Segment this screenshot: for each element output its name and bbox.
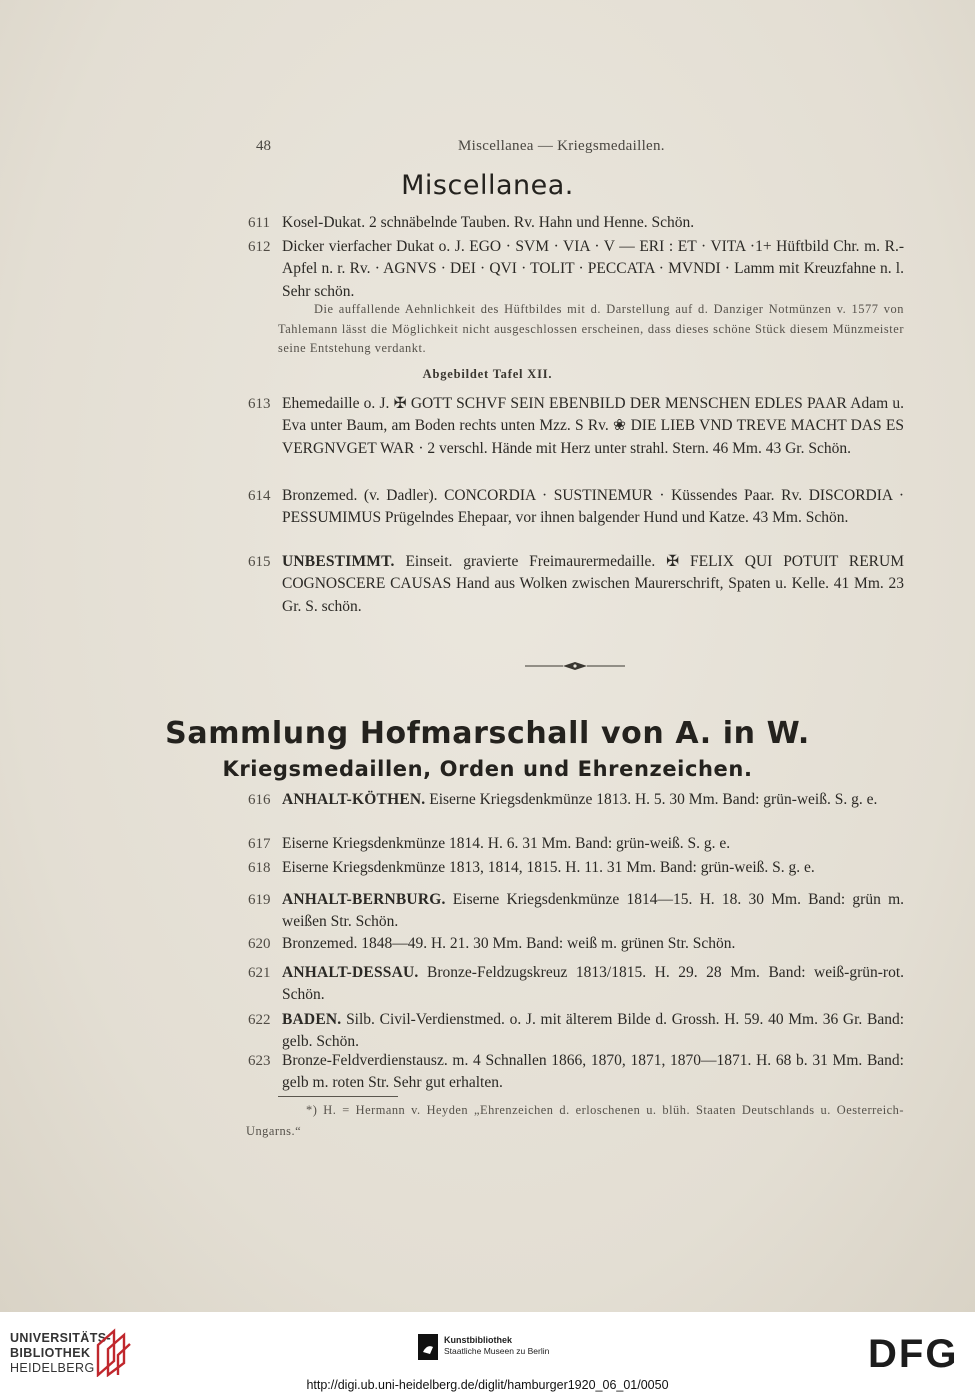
entry-text: Dicker vierfacher Dukat o. J. EGO · SVM · VIA · V — ERI : ET · VITA ·1+ Hüftbild Chr. m. R.-Apfel n. r. Rv. · AGNVS · DEI · QVI · TOLIT · PECCATA · MVNDI · Lamm mit Kreuzfahne n. l. Sehr schön. <box>282 238 904 300</box>
ub-line-2: BIBLIOTHEK <box>10 1346 91 1360</box>
entry-number: 621 <box>248 965 271 981</box>
catalogue-entry <box>248 212 904 234</box>
entry-text: Bronzemed. (v. Dadler). CONCORDIA · SUSTINEMUR · Küssendes Paar. Rv. DISCORDIA · PESSUMIMUS Prügelndes Ehepaar, vor ihnen balgender Hund und Katze. 43 Mm. Schön. <box>282 487 904 527</box>
page-number: 48 <box>256 138 271 154</box>
entry-text: Eiserne Kriegsdenkmünze 1813. H. 5. 30 Mm. Band: grün-weiß. S. g. e. <box>429 791 878 808</box>
entry-text: Bronze-Feldverdienstausz. m. 4 Schnallen 1866, 1870, 1871, 1870—1871. H. 68 b. 31 Mm. Band: gelb m. roten Str. Sehr gut erhalten. <box>282 1052 904 1092</box>
catalogue-entry <box>248 393 904 460</box>
catalogue-entry <box>248 1050 904 1095</box>
entry-number: 622 <box>248 1012 271 1028</box>
catalogue-entry <box>248 485 904 530</box>
entry-number: 613 <box>248 396 271 412</box>
catalogue-entry <box>248 551 904 618</box>
permalink-url[interactable]: http://digi.ub.uni-heidelberg.de/diglit/hamburger1920_06_01/0050 <box>306 1378 669 1392</box>
flourish-divider-icon <box>525 660 625 672</box>
entry-number: 617 <box>248 836 271 852</box>
catalogue-entry <box>248 962 905 1007</box>
catalogue-entry <box>248 1009 905 1054</box>
entry-number: 619 <box>248 892 271 908</box>
entry-text: Einseit. gravierte Freimaurermedaille. ✠ FELIX QUI POTUIT RERUM COGNOSCERE CAUSAS Hand aus Wolken zwischen Maurerschrift, Spaten u. Kelle. 41 Mm. 23 Gr. S. schön. <box>282 553 904 615</box>
entry-heading: ANHALT-DESSAU. <box>282 964 419 981</box>
entry-heading: BADEN. <box>282 1011 342 1028</box>
entry-number: 620 <box>248 936 271 952</box>
kb-line-1: Kunstbibliothek <box>444 1335 512 1345</box>
ub-line-1: UNIVERSITÄTS- <box>10 1331 112 1345</box>
catalogue-entry <box>248 857 904 879</box>
entry-number: 612 <box>248 239 271 255</box>
ub-line-3: HEIDELBERG <box>10 1361 95 1375</box>
entry-text: Kosel-Dukat. 2 schnäbelnde Tauben. Rv. Hahn und Henne. Schön. <box>282 214 695 231</box>
entry-text: Ehemedaille o. J. ✠ GOTT SCHVF SEIN EBENBILD DER MENSCHEN EDLES PAAR Adam u. Eva unter Baum, am Boden rechts unten Mzz. S Rv. ❀ DIE LIEB VND TREVE MACHT DAS ES VERGNVGET WAR · 2 verschl. Hände mit Herz unter strahl. Stern. 46 Mm. 43 Gr. Schön. <box>282 395 904 457</box>
entry-heading: ANHALT-KÖTHEN. <box>282 791 426 808</box>
entry-number: 614 <box>248 488 271 504</box>
kb-line-2: Staatliche Museen zu Berlin <box>444 1346 550 1356</box>
catalogue-entry <box>248 833 904 855</box>
entry-heading: ANHALT-BERNBURG. <box>282 891 446 908</box>
entry-note-text: Die auffallende Aehnlichkeit des Hüftbildes mit d. Darstellung auf d. Danziger Notmünzen v. 1577 von Tahlemann lässt die Möglichkeit nicht ausgeschlossen erscheinen, dass dieses schöne Stück diesem Münzmeister seine Entstehung verdankt. <box>278 302 904 355</box>
viewer-footer <box>0 1312 975 1395</box>
kunstbibliothek-logo-icon[interactable] <box>418 1334 438 1360</box>
entry-number: 611 <box>248 215 270 231</box>
running-head <box>0 138 975 160</box>
entry-number: 615 <box>248 554 271 570</box>
catalogue-entry <box>248 236 904 303</box>
footnote-rule <box>278 1096 398 1097</box>
entry-number: 616 <box>248 792 271 808</box>
entry-heading: UNBESTIMMT. <box>282 553 395 570</box>
collection-title: Sammlung Hofmarschall von A. in W. <box>165 716 810 751</box>
entry-text: Eiserne Kriegsdenkmünze 1814. H. 6. 31 Mm. Band: grün-weiß. S. g. e. <box>282 835 731 852</box>
entry-text: Silb. Civil-Verdienstmed. o. J. mit älterem Bilde d. Grossh. H. 59. 40 Mm. 36 Gr. Band: gelb. Schön. <box>282 1011 905 1051</box>
entry-text: Bronzemed. 1848—49. H. 21. 30 Mm. Band: weiß m. grünen Str. Schön. <box>282 935 736 952</box>
ub-heidelberg-logo-icon[interactable] <box>94 1327 134 1377</box>
footnote <box>246 1100 904 1142</box>
entry-number: 618 <box>248 860 271 876</box>
plate-reference: Abgebildet Tafel XII. <box>422 367 553 381</box>
entry-text: Eiserne Kriegsdenkmünze 1814—15. H. 18. 30 Mm. Band: grün m. weißen Str. Schön. <box>282 891 904 931</box>
footnote-text: *) H. = Hermann v. Heyden „Ehrenzeichen d. erloschenen u. blüh. Staaten Deutschlands u. Oesterreich-Ungarns.“ <box>246 1103 904 1138</box>
entry-text: Eiserne Kriegsdenkmünze 1813, 1814, 1815. H. 11. 31 Mm. Band: grün-weiß. S. g. e. <box>282 859 815 876</box>
section-title-miscellanea: Miscellanea. <box>401 170 574 201</box>
kunstbibliothek-wordmark[interactable] <box>444 1335 549 1357</box>
dfg-logo[interactable]: DFG <box>868 1332 959 1376</box>
collection-subtitle: Kriegsmedaillen, Orden und Ehrenzeichen. <box>222 757 753 781</box>
entry-text: Bronze-Feldzugskreuz 1813/1815. H. 29. 28 Mm. Band: weiß-grün-rot. Schön. <box>282 964 905 1004</box>
entry-note <box>278 300 904 359</box>
catalogue-entry <box>248 889 904 934</box>
running-title: Miscellanea — Kriegsmedaillen. <box>458 138 665 154</box>
catalogue-entry <box>248 789 904 811</box>
catalogue-entry <box>248 933 904 955</box>
entry-number: 623 <box>248 1053 271 1069</box>
